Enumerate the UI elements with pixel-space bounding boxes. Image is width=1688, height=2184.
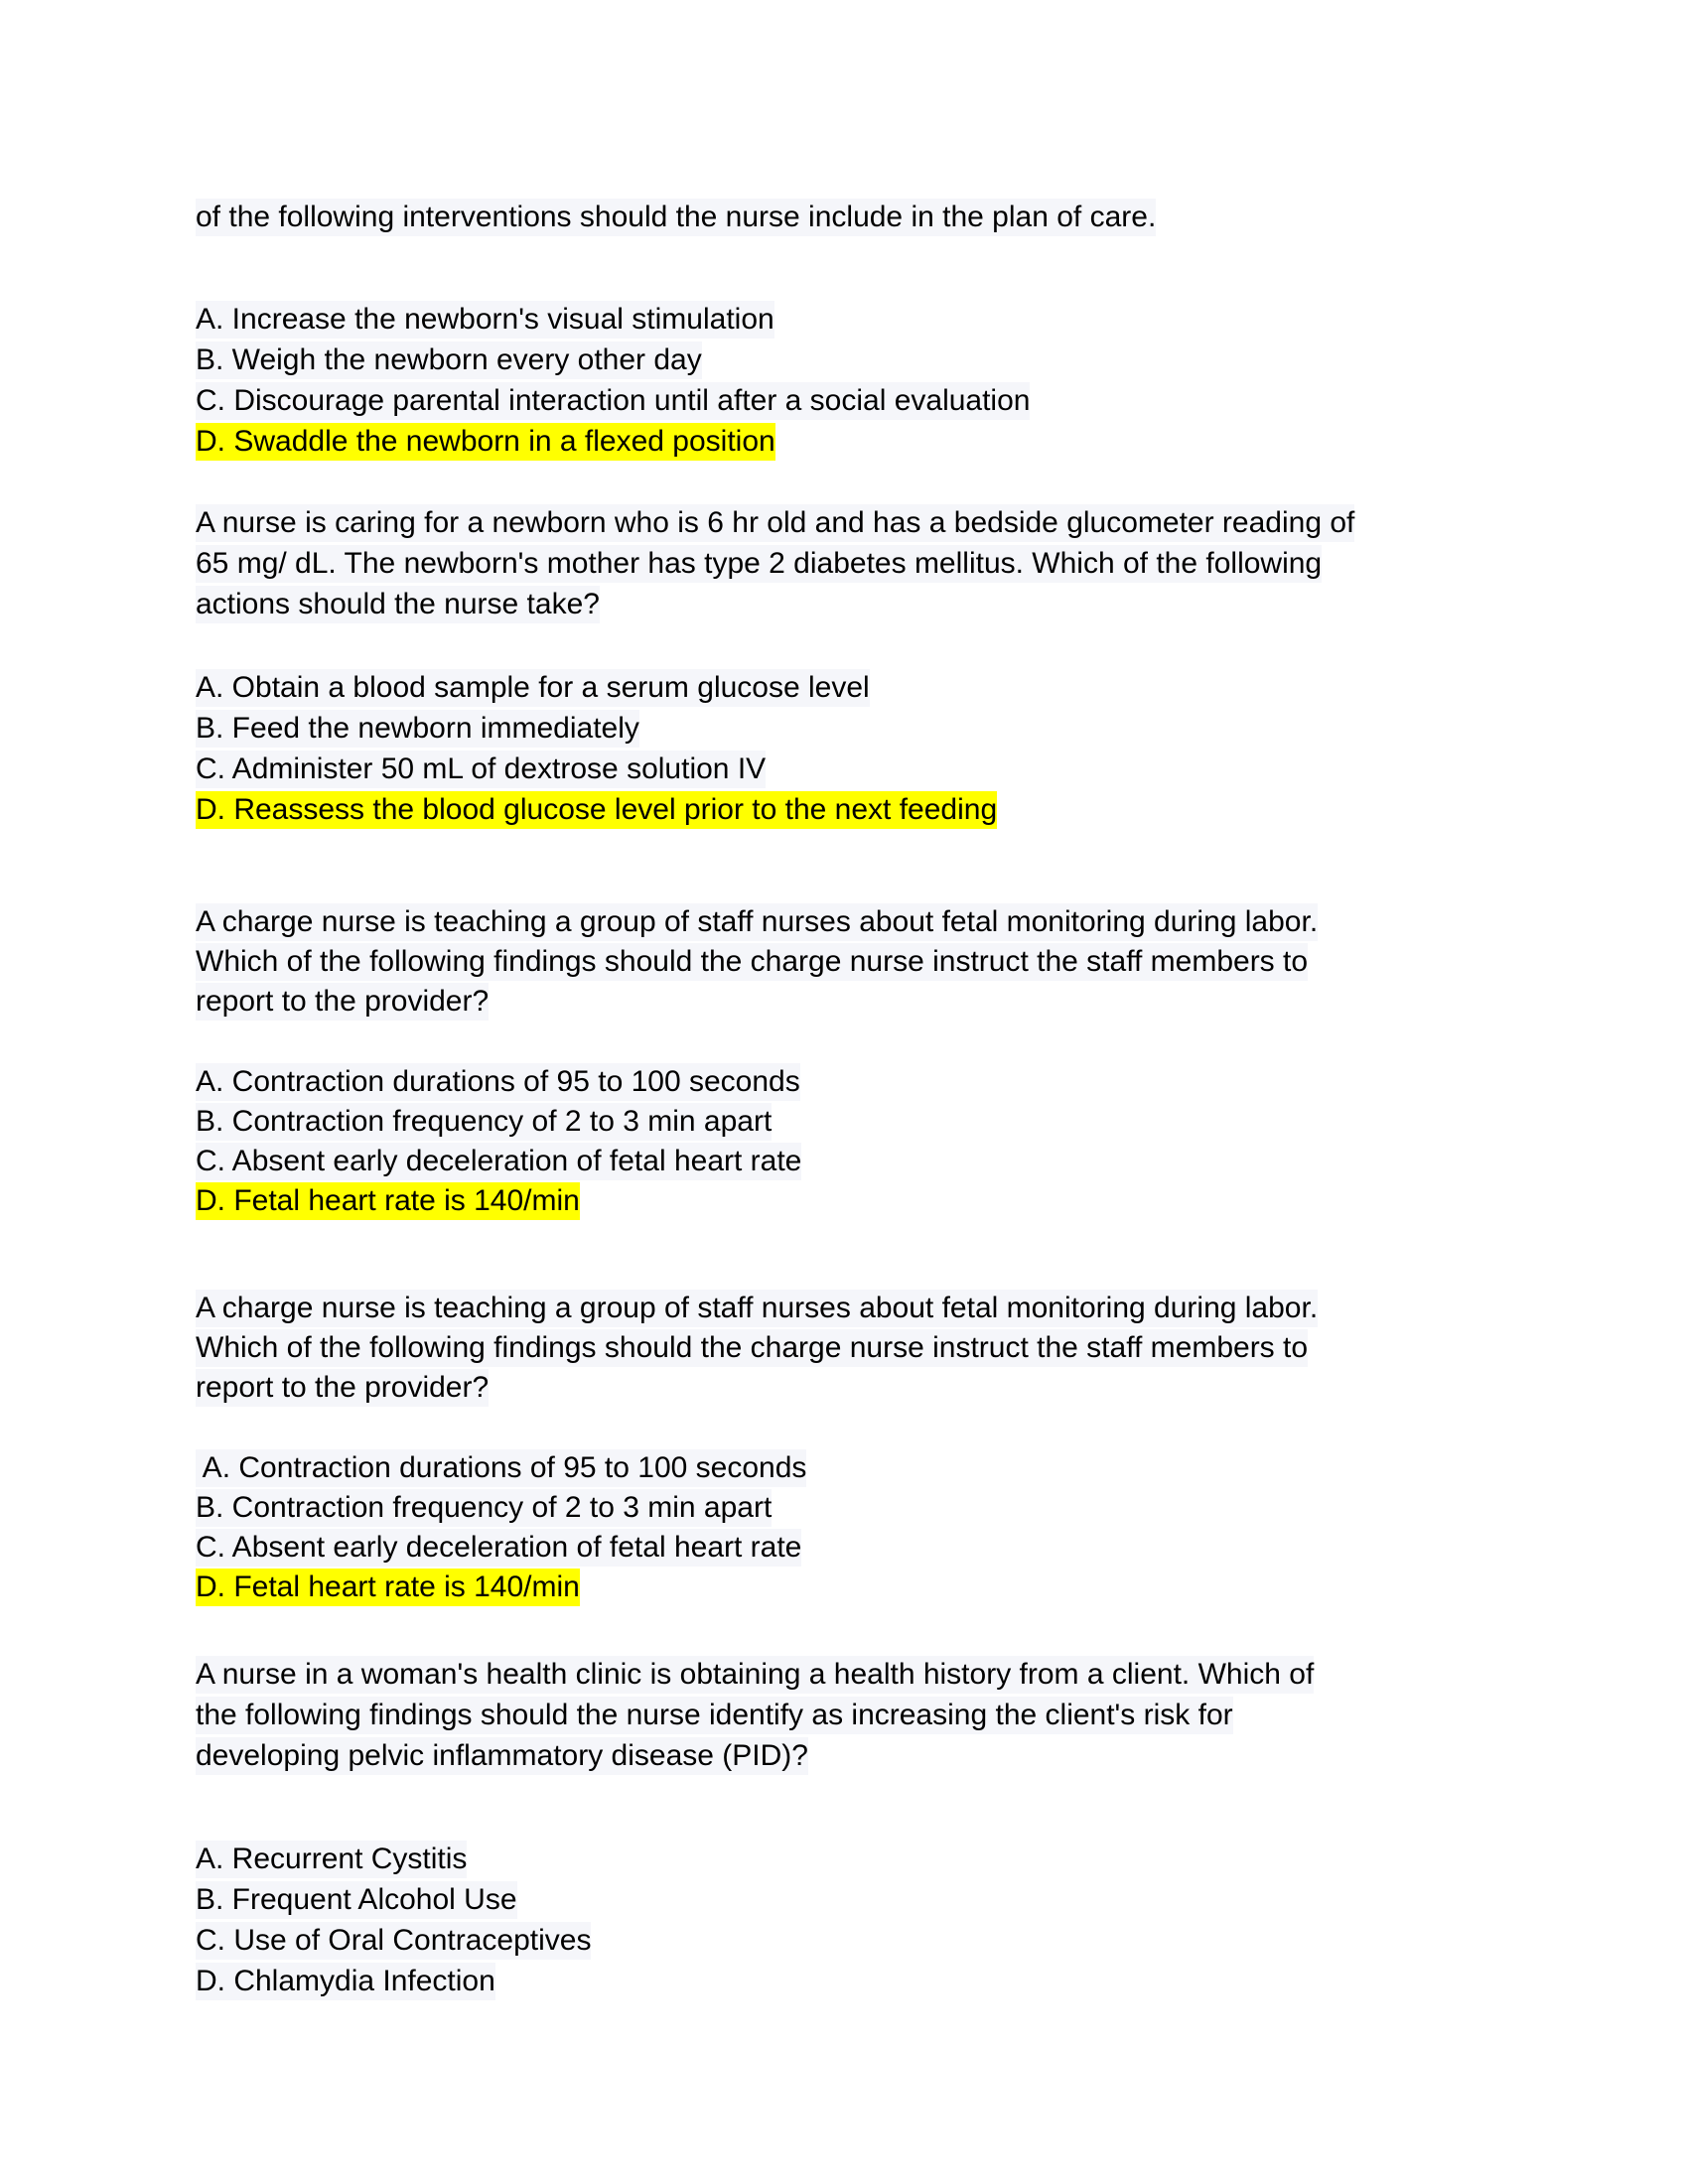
- answer-option: [196, 299, 1506, 340]
- option-text: A. Recurrent Cystitis: [196, 1841, 467, 1878]
- stem-line: [196, 1695, 1506, 1735]
- stem-line: [196, 502, 1506, 543]
- question-stem: [196, 1288, 1506, 1407]
- option-text: A. Contraction durations of 95 to 100 seconds: [196, 1063, 800, 1101]
- option-text: B. Weigh the newborn every other day: [196, 341, 702, 379]
- stem-text: the following findings should the nurse identify as increasing the client's risk for: [196, 1697, 1233, 1734]
- stem-text: report to the provider?: [196, 983, 489, 1021]
- answer-option: [196, 1487, 1506, 1527]
- option-text: D. Reassess the blood glucose level prior to the next feeding: [196, 791, 997, 829]
- option-text: A. Obtain a blood sample for a serum glucose level: [196, 669, 870, 707]
- stem-line: [196, 197, 1506, 237]
- answer-options: [196, 1061, 1506, 1220]
- option-text: D. Fetal heart rate is 140/min: [196, 1182, 580, 1220]
- option-text: D. Swaddle the newborn in a flexed position: [196, 423, 775, 461]
- option-text: C. Absent early deceleration of fetal heart rate: [196, 1143, 801, 1180]
- stem-text: A charge nurse is teaching a group of staff nurses about fetal monitoring during labor.: [196, 1290, 1318, 1327]
- stem-text: 65 mg/ dL. The newborn's mother has type 2 diabetes mellitus. Which of the following: [196, 545, 1322, 583]
- stem-text: A charge nurse is teaching a group of staff nurses about fetal monitoring during labor.: [196, 903, 1318, 941]
- answer-option: [196, 749, 1506, 789]
- stem-text: actions should the nurse take?: [196, 586, 600, 623]
- correct-answer-option: [196, 1180, 1506, 1220]
- stem-line: [196, 1327, 1506, 1367]
- stem-line: [196, 1367, 1506, 1407]
- option-text: D. Fetal heart rate is 140/min: [196, 1569, 580, 1606]
- option-text: A. Increase the newborn's visual stimulation: [196, 301, 774, 339]
- stem-text: developing pelvic inflammatory disease (PID)?: [196, 1737, 808, 1775]
- answer-options: [196, 667, 1506, 830]
- answer-option: [196, 708, 1506, 749]
- option-text: C. Administer 50 mL of dextrose solution IV: [196, 751, 766, 788]
- answer-option: [196, 340, 1506, 380]
- option-text: C. Discourage parental interaction until after a social evaluation: [196, 382, 1030, 420]
- answer-option: [196, 667, 1506, 708]
- stem-line: [196, 543, 1506, 584]
- stem-text: A nurse in a woman's health clinic is obtaining a health history from a client. Which of: [196, 1656, 1314, 1694]
- answer-options: [196, 1447, 1506, 1606]
- correct-answer-option: [196, 789, 1506, 830]
- answer-option: [196, 1447, 1506, 1487]
- stem-text: of the following interventions should the nurse include in the plan of care.: [196, 199, 1156, 236]
- answer-option: [196, 1961, 1506, 2001]
- option-text: C. Use of Oral Contraceptives: [196, 1922, 591, 1960]
- question-stem: [196, 502, 1506, 624]
- stem-line: [196, 1654, 1506, 1695]
- stem-line: [196, 1288, 1506, 1327]
- answer-options: [196, 299, 1506, 462]
- answer-option: [196, 1879, 1506, 1920]
- correct-answer-option: [196, 1567, 1506, 1606]
- option-text: A. Contraction durations of 95 to 100 seconds: [196, 1449, 806, 1487]
- correct-answer-option: [196, 421, 1506, 462]
- option-text: B. Contraction frequency of 2 to 3 min apart: [196, 1489, 772, 1527]
- stem-line: [196, 1735, 1506, 1776]
- stem-line: [196, 901, 1506, 941]
- answer-option: [196, 1839, 1506, 1879]
- stem-line: [196, 981, 1506, 1021]
- question-stem: [196, 901, 1506, 1021]
- stem-line: [196, 941, 1506, 981]
- answer-option: [196, 1141, 1506, 1180]
- stem-text: report to the provider?: [196, 1369, 489, 1407]
- answer-options: [196, 1839, 1506, 2001]
- stem-text: A nurse is caring for a newborn who is 6 hr old and has a bedside glucometer reading of: [196, 504, 1354, 542]
- option-text: C. Absent early deceleration of fetal heart rate: [196, 1529, 801, 1567]
- answer-option: [196, 1527, 1506, 1567]
- option-text: B. Contraction frequency of 2 to 3 min apart: [196, 1103, 772, 1141]
- option-text: D. Chlamydia Infection: [196, 1963, 495, 2000]
- answer-option: [196, 1061, 1506, 1101]
- question-stem: [196, 1654, 1506, 1776]
- answer-option: [196, 1101, 1506, 1141]
- stem-line: [196, 584, 1506, 624]
- option-text: B. Frequent Alcohol Use: [196, 1881, 517, 1919]
- stem-text: Which of the following findings should the charge nurse instruct the staff members to: [196, 943, 1308, 981]
- answer-option: [196, 1920, 1506, 1961]
- answer-option: [196, 380, 1506, 421]
- question-stem: [196, 197, 1506, 237]
- option-text: B. Feed the newborn immediately: [196, 710, 639, 748]
- stem-text: Which of the following findings should the charge nurse instruct the staff members to: [196, 1329, 1308, 1367]
